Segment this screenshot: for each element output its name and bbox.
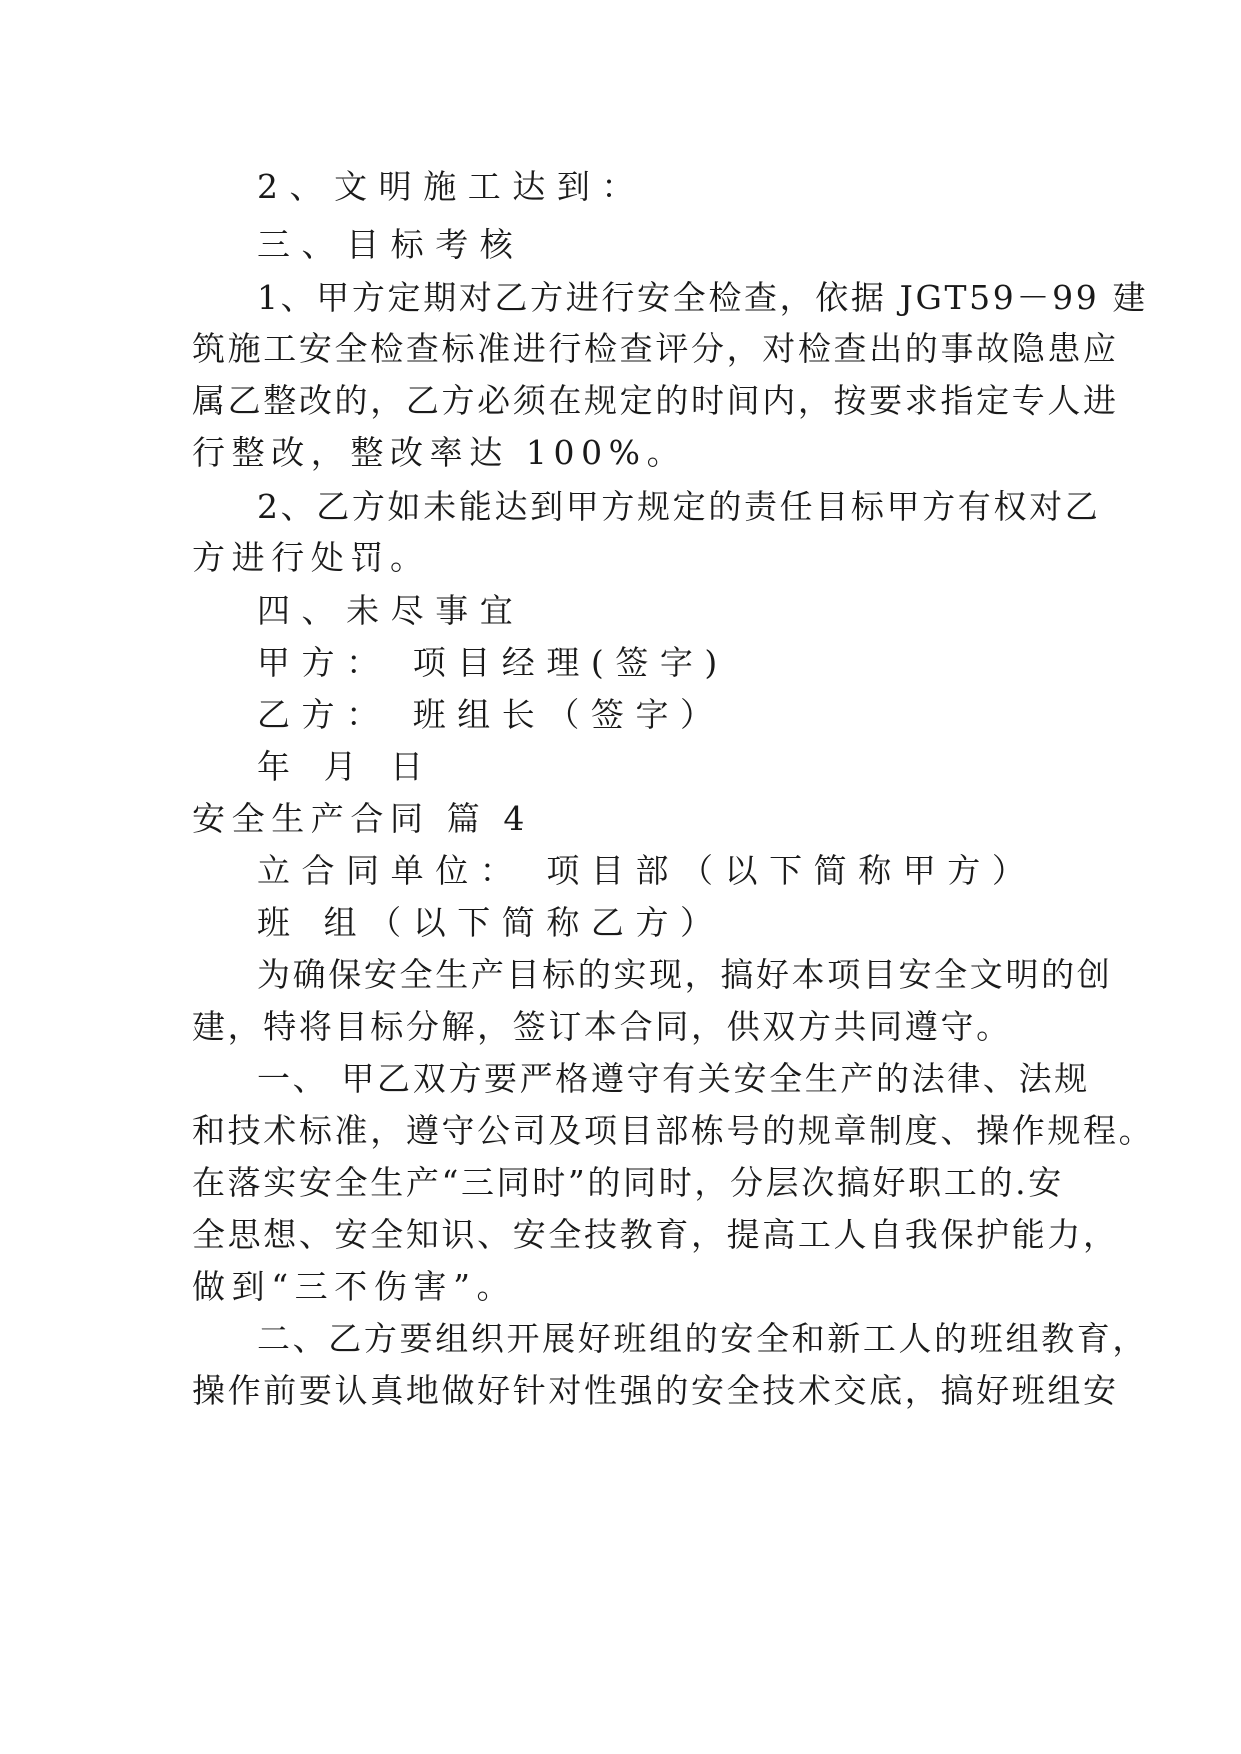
paragraph-line: 二、乙方要组织开展好班组的安全和新工人的班组教育，: [257, 1319, 1148, 1358]
contract-title: 安全生产合同 篇 4: [192, 799, 531, 838]
paragraph-line: 全思想、安全知识、安全技教育，提高工人自我保护能力，: [192, 1215, 1119, 1254]
paragraph-line: 1、甲方定期对乙方进行安全检查，依据 JGT59－99 建: [257, 278, 1149, 317]
section-heading: 三、目标考核: [257, 225, 525, 264]
paragraph-line: 2、文明施工达到：: [257, 167, 646, 206]
section-heading: 四、未尽事宜: [257, 591, 525, 630]
paragraph-line: 建，特将目标分解，签订本合同，供双方共同遵守。: [192, 1007, 1012, 1046]
paragraph-line: 行整改，整改率达 100%。: [192, 433, 687, 472]
paragraph-line: 为确保安全生产目标的实现，搞好本项目安全文明的创: [257, 955, 1113, 994]
contracting-unit-line: 立合同单位： 项目部（以下简称甲方）: [257, 851, 1037, 890]
signature-line-party-b: 乙方： 班组长（签字）: [257, 695, 725, 734]
signature-line-party-a: 甲方： 项目经理(签字): [257, 643, 729, 682]
date-line: 年 月 日: [257, 747, 435, 786]
paragraph-line: 2、乙方如未能达到甲方规定的责任目标甲方有权对乙: [257, 487, 1101, 526]
paragraph-line: 筑施工安全检查标准进行检查评分，对检查出的事故隐患应: [192, 329, 1119, 368]
paragraph-line: 一、 甲乙双方要严格遵守有关安全生产的法律、法规: [257, 1059, 1090, 1098]
paragraph-line: 操作前要认真地做好针对性强的安全技术交底，搞好班组安: [192, 1371, 1119, 1410]
paragraph-line: 在落实安全生产“三同时”的同时，分层次搞好职工的.安: [192, 1163, 1064, 1202]
paragraph-line: 方进行处罚。: [192, 538, 430, 577]
paragraph-line: 和技术标准，遵守公司及项目部栋号的规章制度、操作规程。: [192, 1111, 1155, 1150]
paragraph-line: 属乙整改的，乙方必须在规定的时间内，按要求指定专人进: [192, 381, 1119, 420]
paragraph-line: 做到“三不伤害”。: [192, 1267, 517, 1306]
team-line: 班 组（以下简称乙方）: [257, 903, 725, 942]
